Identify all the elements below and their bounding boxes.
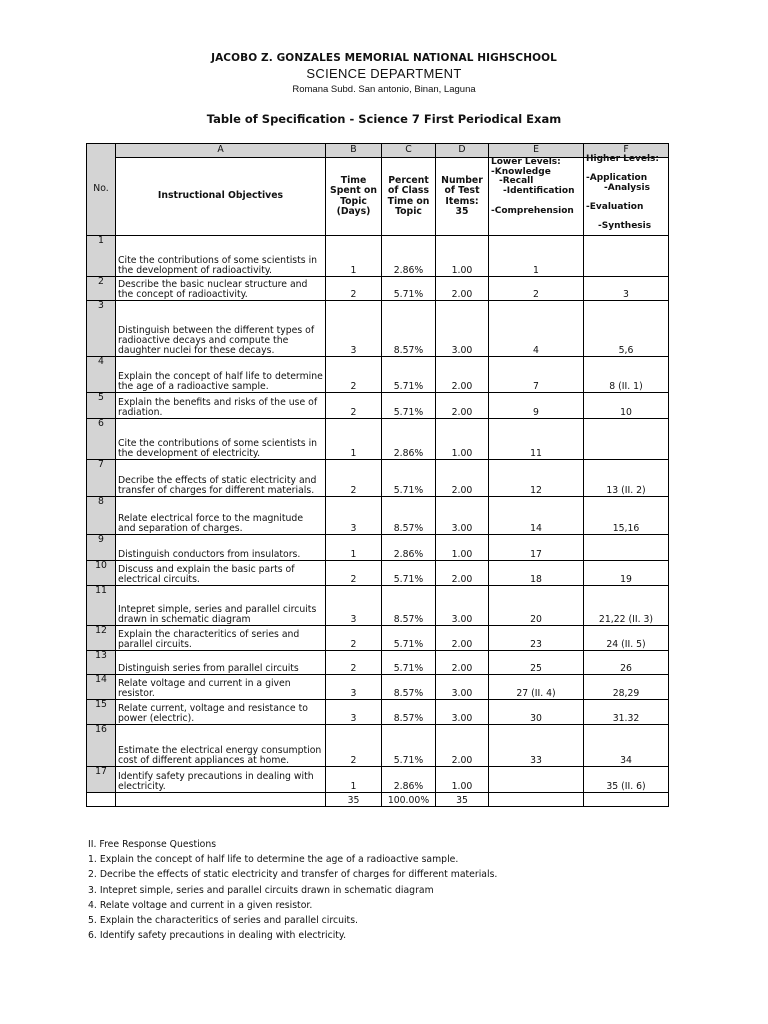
- percent-cell: 2.86%: [382, 767, 436, 793]
- time-header: Time Spent on Topic (Days): [326, 158, 382, 236]
- table-row: [87, 393, 669, 419]
- objective-cell: Estimate the electrical energy consumption cost of different appliances at home.: [116, 725, 326, 767]
- percent-cell: 2.86%: [382, 535, 436, 561]
- percent-cell: 5.71%: [382, 357, 436, 393]
- col-letter-b: B: [326, 144, 382, 158]
- days-cell: 2: [326, 393, 382, 419]
- totals-blank: [116, 793, 326, 807]
- objectives-header: Instructional Objectives: [116, 158, 326, 236]
- table-row: [87, 497, 669, 535]
- free-response-item: 6. Identify safety precautions in dealing with electricity.: [88, 930, 347, 942]
- higher-level-cell: 19: [584, 561, 669, 586]
- percent-cell: 2.86%: [382, 419, 436, 460]
- lower-level-comprehension: -Comprehension: [491, 205, 574, 216]
- table-row: [87, 357, 669, 393]
- totals-blank: [489, 793, 584, 807]
- totals-blank: [87, 793, 116, 807]
- items-cell: 2.00: [436, 725, 489, 767]
- percent-cell: 5.71%: [382, 277, 436, 301]
- col-letter-a: A: [116, 144, 326, 158]
- percent-cell: 5.71%: [382, 626, 436, 651]
- lower-level-cell: 11: [489, 419, 584, 460]
- totals-row: [87, 793, 669, 807]
- items-cell: 1.00: [436, 236, 489, 277]
- total-days: 35: [326, 793, 382, 807]
- lower-level-cell: 25: [489, 651, 584, 675]
- objective-cell: Identify safety precautions in dealing with electricity.: [116, 767, 326, 793]
- free-response-item: 1. Explain the concept of half life to determine the age of a radioactive sample.: [88, 854, 459, 866]
- lower-level-cell: 2: [489, 277, 584, 301]
- items-cell: 1.00: [436, 767, 489, 793]
- total-percent: 100.00%: [382, 793, 436, 807]
- department-name: SCIENCE DEPARTMENT: [306, 66, 462, 81]
- days-cell: 1: [326, 419, 382, 460]
- table-row: [87, 767, 669, 793]
- days-cell: 2: [326, 561, 382, 586]
- row-number: 6: [87, 419, 116, 460]
- percent-cell: 5.71%: [382, 725, 436, 767]
- higher-level-cell: 35 (II. 6): [584, 767, 669, 793]
- items-cell: 2.00: [436, 561, 489, 586]
- lower-level-cell: 20: [489, 586, 584, 626]
- lower-level-cell: 23: [489, 626, 584, 651]
- days-cell: 2: [326, 357, 382, 393]
- objective-cell: Relate voltage and current in a given resistor.: [116, 675, 326, 700]
- days-cell: 3: [326, 586, 382, 626]
- higher-level-application: -Application: [586, 172, 648, 183]
- lower-level-cell: [489, 767, 584, 793]
- lower-level-cell: 7: [489, 357, 584, 393]
- table-row: [87, 626, 669, 651]
- col-letter-d: D: [436, 144, 489, 158]
- lower-level-cell: 17: [489, 535, 584, 561]
- percent-cell: 8.57%: [382, 497, 436, 535]
- items-cell: 3.00: [436, 700, 489, 725]
- objective-cell: Explain the concept of half life to determine the age of a radioactive sample.: [116, 357, 326, 393]
- table-row: [87, 535, 669, 561]
- higher-level-cell: 13 (II. 2): [584, 460, 669, 497]
- objective-cell: Intepret simple, series and parallel circuits drawn in schematic diagram: [116, 586, 326, 626]
- higher-level-cell: 3: [584, 277, 669, 301]
- higher-level-cell: 10: [584, 393, 669, 419]
- objective-cell: Explain the characteritics of series and parallel circuits.: [116, 626, 326, 651]
- higher-level-cell: 24 (II. 5): [584, 626, 669, 651]
- free-response-heading: II. Free Response Questions: [88, 839, 217, 850]
- higher-level-cell: 26: [584, 651, 669, 675]
- objective-cell: Discuss and explain the basic parts of electrical circuits.: [116, 561, 326, 586]
- table-row: [87, 419, 669, 460]
- lower-level-cell: 27 (II. 4): [489, 675, 584, 700]
- higher-level-cell: [584, 535, 669, 561]
- row-number: 11: [87, 586, 116, 626]
- table-row: [87, 586, 669, 626]
- items-cell: 2.00: [436, 626, 489, 651]
- percent-cell: 8.57%: [382, 675, 436, 700]
- row-number: 7: [87, 460, 116, 497]
- objective-cell: Relate current, voltage and resistance to power (electric).: [116, 700, 326, 725]
- days-cell: 2: [326, 626, 382, 651]
- free-response-item: 2. Decribe the effects of static electricity and transfer of charges for different materials.: [88, 869, 498, 881]
- lower-level-cell: 33: [489, 725, 584, 767]
- items-header: Number of Test Items: 35: [436, 158, 489, 236]
- lower-level-cell: 14: [489, 497, 584, 535]
- school-address: Romana Subd. San antonio, Binan, Laguna: [292, 84, 476, 95]
- items-cell: 2.00: [436, 357, 489, 393]
- objective-cell: Distinguish between the different types of radioactive decays and compute the daughter nuclei for these decays.: [116, 301, 326, 357]
- items-cell: 2.00: [436, 393, 489, 419]
- row-number: 5: [87, 393, 116, 419]
- items-cell: 3.00: [436, 586, 489, 626]
- objective-cell: Distinguish series from parallel circuits: [116, 651, 326, 675]
- free-response-item: 4. Relate voltage and current in a given resistor.: [88, 899, 313, 911]
- higher-level-cell: [584, 236, 669, 277]
- col-letter-e: E: [489, 144, 584, 158]
- higher-level-cell: 34: [584, 725, 669, 767]
- percent-cell: 2.86%: [382, 236, 436, 277]
- row-number: 9: [87, 535, 116, 561]
- days-cell: 1: [326, 767, 382, 793]
- higher-level-cell: 31.32: [584, 700, 669, 725]
- days-cell: 3: [326, 497, 382, 535]
- col-letter-c: C: [382, 144, 436, 158]
- objective-cell: Relate electrical force to the magnitude and separation of charges.: [116, 497, 326, 535]
- objective-cell: Explain the benefits and risks of the use of radiation.: [116, 393, 326, 419]
- lower-level-cell: 4: [489, 301, 584, 357]
- table-row: [87, 460, 669, 497]
- objective-cell: Decribe the effects of static electricity and transfer of charges for different materials.: [116, 460, 326, 497]
- percent-cell: 8.57%: [382, 586, 436, 626]
- days-cell: 2: [326, 460, 382, 497]
- lower-levels-title: Lower Levels:: [491, 157, 561, 167]
- free-response-section: [88, 837, 497, 943]
- row-number: 15: [87, 700, 116, 725]
- items-cell: 2.00: [436, 651, 489, 675]
- days-cell: 2: [326, 725, 382, 767]
- lower-level-knowledge: -Knowledge: [491, 166, 551, 177]
- days-cell: 2: [326, 651, 382, 675]
- free-response-item: 3. Intepret simple, series and parallel circuits drawn in schematic diagram: [88, 884, 434, 896]
- lower-level-identification: -Identification: [503, 186, 575, 197]
- percent-cell: 5.71%: [382, 651, 436, 675]
- higher-level-cell: 21,22 (II. 3): [584, 586, 669, 626]
- table-row: [87, 675, 669, 700]
- days-cell: 3: [326, 700, 382, 725]
- days-cell: 3: [326, 675, 382, 700]
- higher-level-cell: [584, 419, 669, 460]
- table-row: [87, 236, 669, 277]
- days-cell: 1: [326, 236, 382, 277]
- lower-level-cell: 30: [489, 700, 584, 725]
- higher-levels-header: [584, 154, 669, 236]
- objective-cell: Distinguish conductors from insulators.: [116, 535, 326, 561]
- table-row: [87, 700, 669, 725]
- days-cell: 1: [326, 535, 382, 561]
- higher-level-analysis: -Analysis: [604, 182, 650, 193]
- row-number: 1: [87, 236, 116, 277]
- col-letter-f: F: [584, 144, 669, 158]
- percent-cell: 5.71%: [382, 393, 436, 419]
- items-cell: 3.00: [436, 675, 489, 700]
- row-number: 12: [87, 626, 116, 651]
- table-row: [87, 651, 669, 675]
- school-name: JACOBO Z. GONZALES MEMORIAL NATIONAL HIGHSCHOOL: [211, 52, 557, 64]
- days-cell: 2: [326, 277, 382, 301]
- column-header-row: [87, 158, 669, 236]
- percent-cell: 8.57%: [382, 700, 436, 725]
- days-cell: 3: [326, 301, 382, 357]
- table-row: [87, 725, 669, 767]
- percent-cell: 5.71%: [382, 561, 436, 586]
- lower-level-cell: 18: [489, 561, 584, 586]
- free-response-item: 5. Explain the characteritics of series and parallel circuits.: [88, 915, 358, 927]
- higher-level-cell: 5,6: [584, 301, 669, 357]
- row-number: 16: [87, 725, 116, 767]
- row-number: 17: [87, 767, 116, 793]
- total-items: 35: [436, 793, 489, 807]
- table-row: [87, 561, 669, 586]
- percent-cell: 5.71%: [382, 460, 436, 497]
- items-cell: 3.00: [436, 497, 489, 535]
- percent-cell: 8.57%: [382, 301, 436, 357]
- table-row: [87, 301, 669, 357]
- objective-cell: Describe the basic nuclear structure and the concept of radioactivity.: [116, 277, 326, 301]
- row-number: 4: [87, 357, 116, 393]
- row-number: 2: [87, 277, 116, 301]
- items-cell: 3.00: [436, 301, 489, 357]
- higher-levels-title: Higher Levels:: [586, 154, 659, 164]
- lower-levels-header: [489, 158, 584, 236]
- items-cell: 2.00: [436, 460, 489, 497]
- row-number: 14: [87, 675, 116, 700]
- row-number: 10: [87, 561, 116, 586]
- totals-blank: [584, 793, 669, 807]
- items-cell: 1.00: [436, 419, 489, 460]
- higher-level-cell: 8 (II. 1): [584, 357, 669, 393]
- column-letter-row: [87, 144, 669, 158]
- row-number: 8: [87, 497, 116, 535]
- table-row: [87, 277, 669, 301]
- specification-table: [86, 143, 669, 807]
- percent-header: Percent of Class Time on Topic: [382, 158, 436, 236]
- items-cell: 2.00: [436, 277, 489, 301]
- higher-level-synthesis: -Synthesis: [598, 220, 652, 231]
- no-header: No.: [87, 144, 116, 236]
- lower-level-cell: 9: [489, 393, 584, 419]
- document-title: Table of Specification - Science 7 First Periodical Exam: [206, 112, 562, 126]
- row-number: 13: [87, 651, 116, 675]
- row-number: 3: [87, 301, 116, 357]
- higher-level-cell: 15,16: [584, 497, 669, 535]
- objective-cell: Cite the contributions of some scientists in the development of radioactivity.: [116, 236, 326, 277]
- lower-level-recall: -Recall: [499, 176, 534, 187]
- objective-cell: Cite the contributions of some scientists in the development of electricity.: [116, 419, 326, 460]
- lower-level-cell: 1: [489, 236, 584, 277]
- items-cell: 1.00: [436, 535, 489, 561]
- lower-level-cell: 12: [489, 460, 584, 497]
- higher-level-cell: 28,29: [584, 675, 669, 700]
- higher-level-evaluation: -Evaluation: [586, 201, 644, 212]
